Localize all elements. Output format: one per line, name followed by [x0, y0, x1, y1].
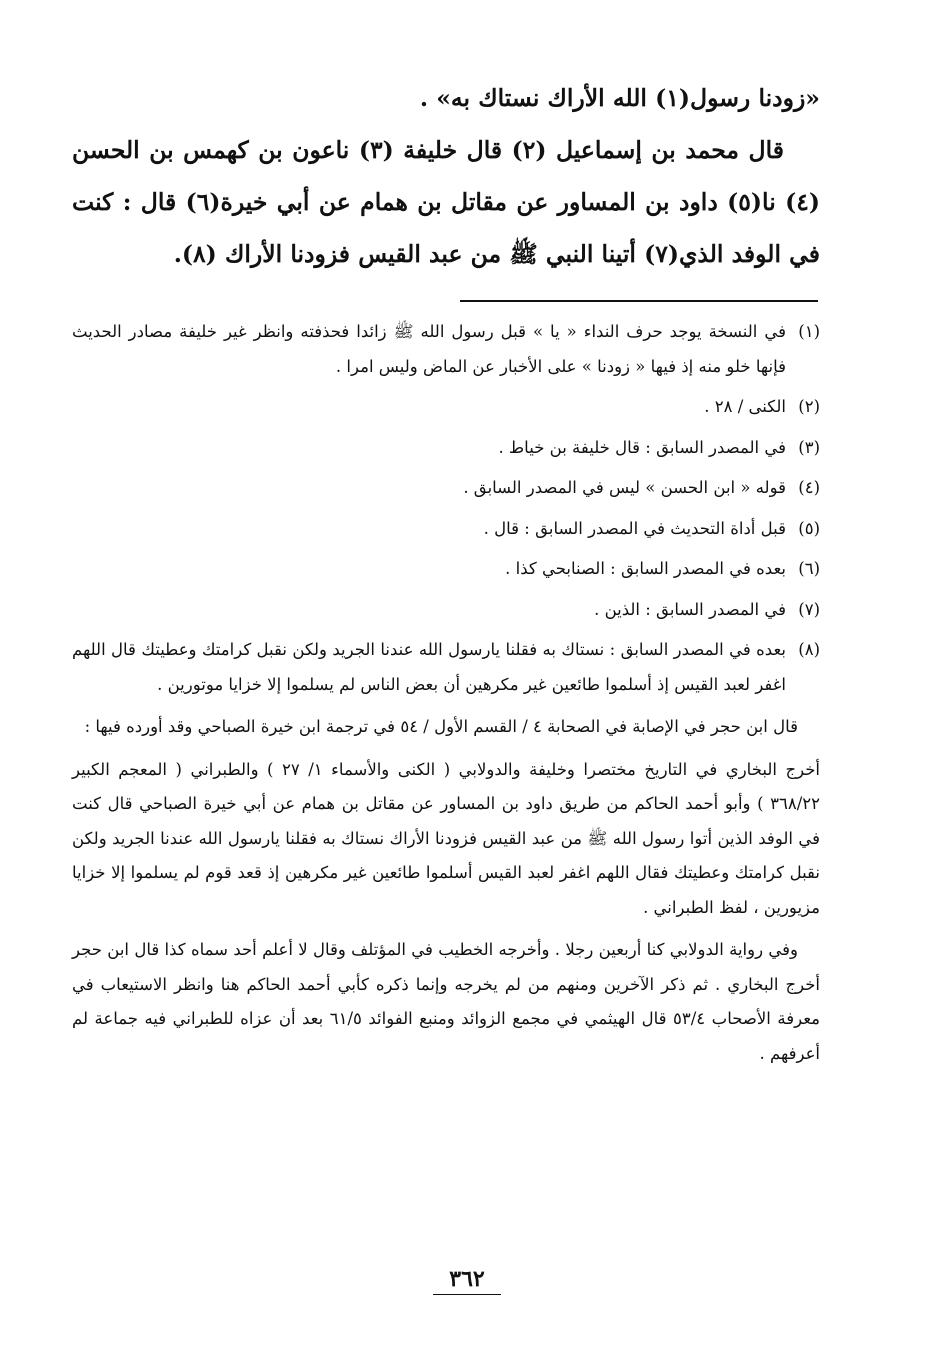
- footnote-number: (٧): [798, 599, 820, 619]
- footnote: [72, 431, 820, 466]
- page-number-text: ٣٦٢: [433, 1266, 500, 1295]
- footnotes-section: [72, 315, 820, 1071]
- footnote-text: في المصدر السابق : قال خليفة بن خياط .: [498, 437, 786, 457]
- footnote: [72, 390, 820, 425]
- footnote-text: في المصدر السابق : الذين .: [594, 599, 786, 619]
- footnote-text: قوله « ابن الحسن » ليس في المصدر السابق .: [463, 478, 786, 497]
- footnote: [72, 633, 820, 702]
- footnote-separator: [460, 300, 818, 302]
- footnote-number: (٤): [798, 478, 820, 497]
- footnote-number: (١): [798, 322, 820, 341]
- main-text-line-1: «زودنا رسول(١) الله الأراك نستاك به» .: [419, 84, 820, 112]
- main-text: [72, 72, 820, 280]
- footnote-text: في النسخة يوجد حرف النداء « يا » قبل رسول الله ﷺ زائدا فحذفته وانظر غير خليفة مصادر الحديث فإنها خلو منه إذ فيها « زودنا » على الأخبار عن الماض وليس امرا .: [72, 322, 786, 376]
- footnote-number: (٦): [798, 559, 820, 578]
- commentary-paragraph: وفي رواية الدولابي كنا أربعين رجلا . وأخرجه الخطيب في المؤتلف وقال لا أعلم أحد سماه كذا قال ابن حجر أخرج البخاري . ثم ذكر الآخرين ومنهم من لم يخرجه وإنما ذكره كأبي أحمد الحاكم هنا وانظر الاستيعاب في معرفة الأصحاب ٥٣/٤ قال الهيثمي في مجمع الزوائد ومنبع الفوائد ٦١/٥ بعد أن عزاه للطبراني فيه جماعة لم أعرفهم .: [72, 940, 821, 1063]
- footnote-text: بعده في المصدر السابق : الصنابحي كذا .: [505, 559, 786, 578]
- commentary-paragraph: أخرج البخاري في التاريخ مختصرا وخليفة والدولابي ( الكنى والأسماء ١/ ٢٧ ) والطبراني ( المعجم الكبير ٣٦٨/٢٢ ) وأبو أحمد الحاكم من طريق داود بن المساور عن مقاتل بن همام عن أبي خيرة الصباحي قال كنت في الوفد الذين أتوا رسول الله ﷺ من عبد القيس فزودنا الأراك نستاك به فقلنا يارسول الله عندنا الجريد ولكن نقبل كرامتك وعطيتك فقال اللهم اغفر لعبد القيس أسلموا طائعين غير مكرهين إذ قعد قوم لم يسلموا إلا خزايا مزيورين ، لفظ الطبراني .: [72, 759, 820, 917]
- footnote-text: بعده في المصدر السابق : نستاك به فقلنا يارسول الله عندنا الجريد ولكن نقبل كرامتك وعطيتك قال اللهم اغفر لعبد القيس إذ أسلموا طائعين غير مكرهين أن بعض الناس لم يسلموا إلا خزايا موتورين .: [72, 640, 786, 694]
- footnote-text: الكنى / ٢٨ .: [704, 397, 786, 416]
- footnote-number: (٥): [798, 518, 820, 538]
- footnote-text: قبل أداة التحديث في المصدر السابق : قال .: [483, 518, 786, 538]
- footnote: [72, 552, 820, 587]
- footnote-number: (٢): [798, 397, 820, 416]
- commentary-paragraph: قال ابن حجر في الإصابة في الصحابة ٤ / القسم الأول / ٥٤ في ترجمة ابن خيرة الصباحي وقد أورده فيها :: [84, 717, 798, 736]
- page-number: [0, 1266, 934, 1292]
- footnote: [72, 471, 820, 506]
- main-text-paragraph: قال محمد بن إسماعيل (٢) قال خليفة (٣) ناعون بن كهمس بن الحسن (٤) نا(٥) داود بن المساور عن مقاتل بن همام عن أبي خيرة(٦) قال : كنت في الوفد الذي(٧) أتينا النبي ﷺ من عبد القيس فزودنا الأراك (٨).: [72, 136, 820, 268]
- footnote: [72, 315, 820, 384]
- footnote-number: (٣): [798, 437, 820, 457]
- footnote: [72, 512, 820, 547]
- footnote-number: (٨): [798, 640, 820, 659]
- footnote: [72, 593, 820, 628]
